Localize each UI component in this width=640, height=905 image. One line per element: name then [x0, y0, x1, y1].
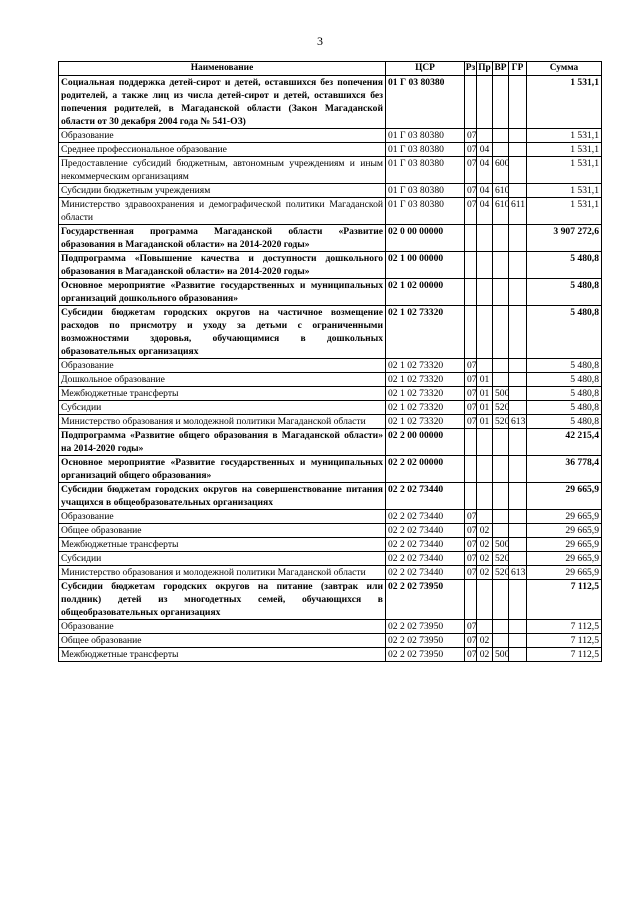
cell-pr — [477, 129, 493, 143]
cell-csr: 02 1 02 00000 — [386, 279, 465, 306]
cell-rz — [465, 580, 477, 620]
cell-vr: 520 — [493, 552, 509, 566]
cell-name: Дошкольное образование — [59, 373, 386, 387]
cell-name: Субсидии бюджетам городских округов на совершенствование питания учащихся в общеобразовательных организациях — [59, 483, 386, 510]
cell-pr: 04 — [477, 184, 493, 198]
cell-csr: 01 Г 03 80380 — [386, 198, 465, 225]
cell-gr — [509, 129, 527, 143]
cell-rz: 07 — [465, 648, 477, 662]
budget-table — [58, 61, 602, 662]
cell-csr: 02 2 02 73950 — [386, 634, 465, 648]
cell-sum: 5 480,8 — [527, 359, 602, 373]
cell-rz: 07 — [465, 524, 477, 538]
cell-pr — [477, 483, 493, 510]
cell-rz: 07 — [465, 387, 477, 401]
cell-sum: 29 665,9 — [527, 483, 602, 510]
cell-vr — [493, 143, 509, 157]
cell-pr: 02 — [477, 648, 493, 662]
table-row — [59, 157, 602, 184]
cell-rz: 07 — [465, 373, 477, 387]
cell-sum: 1 531,1 — [527, 129, 602, 143]
cell-gr — [509, 143, 527, 157]
cell-vr: 610 — [493, 198, 509, 225]
cell-name: Министерство образования и молодежной политики Магаданской области — [59, 566, 386, 580]
cell-sum: 1 531,1 — [527, 184, 602, 198]
cell-vr: 500 — [493, 387, 509, 401]
cell-csr: 02 1 00 00000 — [386, 252, 465, 279]
cell-sum: 5 480,8 — [527, 252, 602, 279]
cell-pr: 01 — [477, 401, 493, 415]
cell-sum: 5 480,8 — [527, 306, 602, 359]
table-row — [59, 429, 602, 456]
cell-rz: 07 — [465, 538, 477, 552]
cell-sum: 29 665,9 — [527, 524, 602, 538]
cell-rz: 07 — [465, 566, 477, 580]
cell-rz — [465, 429, 477, 456]
cell-sum: 42 215,4 — [527, 429, 602, 456]
column-header-sum: Сумма — [527, 62, 602, 76]
cell-sum: 1 531,1 — [527, 198, 602, 225]
cell-gr — [509, 401, 527, 415]
cell-gr — [509, 552, 527, 566]
table-row — [59, 184, 602, 198]
cell-csr: 02 1 02 73320 — [386, 415, 465, 429]
cell-gr — [509, 580, 527, 620]
cell-name: Государственная программа Магаданской области «Развитие образования в Магаданской области» на 2014-2020 годы» — [59, 225, 386, 252]
cell-pr: 01 — [477, 415, 493, 429]
cell-rz: 07 — [465, 184, 477, 198]
cell-name: Образование — [59, 620, 386, 634]
cell-sum: 36 778,4 — [527, 456, 602, 483]
cell-rz — [465, 483, 477, 510]
cell-gr — [509, 429, 527, 456]
page-number: 3 — [317, 34, 323, 48]
cell-sum: 7 112,5 — [527, 620, 602, 634]
cell-csr: 02 1 02 73320 — [386, 359, 465, 373]
cell-name: Министерство здравоохранения и демографической политики Магаданской области — [59, 198, 386, 225]
cell-rz: 07 — [465, 401, 477, 415]
cell-pr: 02 — [477, 566, 493, 580]
cell-gr — [509, 620, 527, 634]
cell-vr: 520 — [493, 566, 509, 580]
table-row — [59, 279, 602, 306]
cell-vr — [493, 225, 509, 252]
cell-sum: 3 907 272,6 — [527, 225, 602, 252]
table-row — [59, 129, 602, 143]
cell-gr — [509, 538, 527, 552]
cell-name: Межбюджетные трансферты — [59, 387, 386, 401]
cell-gr — [509, 510, 527, 524]
cell-csr: 01 Г 03 80380 — [386, 157, 465, 184]
cell-name: Подпрограмма «Развитие общего образования в Магаданской области» на 2014-2020 годы» — [59, 429, 386, 456]
cell-sum: 29 665,9 — [527, 552, 602, 566]
cell-vr — [493, 373, 509, 387]
table-row — [59, 510, 602, 524]
cell-gr — [509, 225, 527, 252]
cell-pr — [477, 279, 493, 306]
cell-vr — [493, 76, 509, 129]
cell-csr: 01 Г 03 80380 — [386, 143, 465, 157]
cell-rz: 07 — [465, 129, 477, 143]
cell-csr: 02 1 02 73320 — [386, 373, 465, 387]
table-row — [59, 648, 602, 662]
cell-csr: 01 Г 03 80380 — [386, 184, 465, 198]
cell-pr — [477, 580, 493, 620]
cell-csr: 02 2 02 73950 — [386, 648, 465, 662]
cell-csr: 02 0 00 00000 — [386, 225, 465, 252]
cell-rz — [465, 456, 477, 483]
cell-vr — [493, 634, 509, 648]
cell-name: Министерство образования и молодежной политики Магаданской области — [59, 415, 386, 429]
cell-vr: 600 — [493, 157, 509, 184]
cell-csr: 02 2 02 73950 — [386, 580, 465, 620]
cell-gr — [509, 252, 527, 279]
cell-csr: 02 2 02 00000 — [386, 456, 465, 483]
cell-pr: 04 — [477, 157, 493, 184]
cell-gr — [509, 306, 527, 359]
cell-pr — [477, 359, 493, 373]
cell-gr — [509, 373, 527, 387]
cell-sum: 1 531,1 — [527, 76, 602, 129]
table-row — [59, 552, 602, 566]
cell-sum: 1 531,1 — [527, 157, 602, 184]
cell-name: Предоставление субсидий бюджетным, автономным учреждениям и иным некоммерческим организациям — [59, 157, 386, 184]
cell-csr: 02 1 02 73320 — [386, 401, 465, 415]
cell-vr — [493, 483, 509, 510]
cell-csr: 02 2 02 73440 — [386, 566, 465, 580]
cell-vr — [493, 456, 509, 483]
cell-sum: 5 480,8 — [527, 373, 602, 387]
cell-csr: 02 2 02 73950 — [386, 620, 465, 634]
cell-csr: 02 1 02 73320 — [386, 306, 465, 359]
cell-csr: 02 2 00 00000 — [386, 429, 465, 456]
cell-gr — [509, 76, 527, 129]
cell-name: Субсидии бюджетным учреждениям — [59, 184, 386, 198]
cell-gr — [509, 634, 527, 648]
table-row — [59, 306, 602, 359]
column-header-name: Наименование — [59, 62, 386, 76]
table-row — [59, 373, 602, 387]
table-row — [59, 76, 602, 129]
cell-vr: 500 — [493, 648, 509, 662]
cell-sum: 7 112,5 — [527, 634, 602, 648]
cell-rz: 07 — [465, 620, 477, 634]
cell-sum: 5 480,8 — [527, 279, 602, 306]
cell-csr: 01 Г 03 80380 — [386, 76, 465, 129]
cell-gr — [509, 648, 527, 662]
cell-name: Субсидии бюджетам городских округов на частичное возмещение расходов по присмотру и уходу за детьми с ограниченными возможностями здоровья, обучающимися в дошкольных образовательных организациях — [59, 306, 386, 359]
cell-pr — [477, 510, 493, 524]
cell-sum: 7 112,5 — [527, 580, 602, 620]
cell-vr — [493, 359, 509, 373]
cell-name: Субсидии бюджетам городских округов на питание (завтрак или полдник) детей из многодетных семей, обучающихся в общеобразовательных организациях — [59, 580, 386, 620]
cell-name: Общее образование — [59, 634, 386, 648]
cell-gr: 613 — [509, 415, 527, 429]
cell-gr — [509, 157, 527, 184]
cell-sum: 5 480,8 — [527, 415, 602, 429]
cell-gr — [509, 279, 527, 306]
cell-gr — [509, 184, 527, 198]
cell-csr: 02 2 02 73440 — [386, 483, 465, 510]
table-row — [59, 538, 602, 552]
cell-sum: 29 665,9 — [527, 510, 602, 524]
table-row — [59, 225, 602, 252]
cell-vr — [493, 524, 509, 538]
cell-name: Образование — [59, 359, 386, 373]
cell-rz: 07 — [465, 143, 477, 157]
cell-vr — [493, 580, 509, 620]
table-row — [59, 456, 602, 483]
cell-vr: 520 — [493, 415, 509, 429]
cell-sum: 29 665,9 — [527, 566, 602, 580]
table-row — [59, 566, 602, 580]
column-header-csr: ЦСР — [386, 62, 465, 76]
cell-vr — [493, 429, 509, 456]
table-row — [59, 143, 602, 157]
cell-name: Межбюджетные трансферты — [59, 538, 386, 552]
cell-rz: 07 — [465, 552, 477, 566]
cell-name: Образование — [59, 510, 386, 524]
cell-pr: 01 — [477, 387, 493, 401]
cell-rz — [465, 279, 477, 306]
cell-vr — [493, 252, 509, 279]
cell-rz: 07 — [465, 359, 477, 373]
cell-rz: 07 — [465, 510, 477, 524]
cell-pr — [477, 252, 493, 279]
cell-csr: 02 2 02 73440 — [386, 510, 465, 524]
cell-gr — [509, 456, 527, 483]
cell-gr: 611 — [509, 198, 527, 225]
cell-pr: 02 — [477, 538, 493, 552]
cell-vr — [493, 306, 509, 359]
table-row — [59, 580, 602, 620]
cell-pr: 02 — [477, 524, 493, 538]
cell-rz — [465, 306, 477, 359]
cell-sum: 7 112,5 — [527, 648, 602, 662]
column-header-rz: Рз — [465, 62, 477, 76]
table-row — [59, 198, 602, 225]
cell-name: Основное мероприятие «Развитие государственных и муниципальных организаций общего образования» — [59, 456, 386, 483]
cell-pr: 02 — [477, 552, 493, 566]
cell-rz: 07 — [465, 415, 477, 429]
cell-rz — [465, 252, 477, 279]
cell-gr: 613 — [509, 566, 527, 580]
cell-csr: 02 2 02 73440 — [386, 538, 465, 552]
cell-csr: 01 Г 03 80380 — [386, 129, 465, 143]
cell-name: Подпрограмма «Повышение качества и доступности дошкольного образования в Магаданской области» на 2014-2020 годы» — [59, 252, 386, 279]
cell-gr — [509, 524, 527, 538]
cell-rz: 07 — [465, 198, 477, 225]
cell-vr: 610 — [493, 184, 509, 198]
table-row — [59, 359, 602, 373]
cell-pr: 04 — [477, 143, 493, 157]
table-row — [59, 620, 602, 634]
cell-pr — [477, 429, 493, 456]
table-row — [59, 483, 602, 510]
cell-csr: 02 1 02 73320 — [386, 387, 465, 401]
cell-name: Среднее профессиональное образование — [59, 143, 386, 157]
cell-rz: 07 — [465, 634, 477, 648]
cell-pr — [477, 225, 493, 252]
cell-vr: 500 — [493, 538, 509, 552]
table-row — [59, 252, 602, 279]
cell-sum: 5 480,8 — [527, 401, 602, 415]
cell-pr: 02 — [477, 634, 493, 648]
cell-gr — [509, 387, 527, 401]
cell-vr — [493, 279, 509, 306]
column-header-pr: Пр — [477, 62, 493, 76]
cell-sum: 5 480,8 — [527, 387, 602, 401]
column-header-gr: ГР — [509, 62, 527, 76]
cell-name: Основное мероприятие «Развитие государственных и муниципальных организаций дошкольного образования» — [59, 279, 386, 306]
cell-name: Субсидии — [59, 552, 386, 566]
cell-pr — [477, 456, 493, 483]
cell-vr — [493, 129, 509, 143]
cell-pr — [477, 76, 493, 129]
table-row — [59, 401, 602, 415]
cell-rz — [465, 225, 477, 252]
cell-sum: 29 665,9 — [527, 538, 602, 552]
cell-sum: 1 531,1 — [527, 143, 602, 157]
cell-vr — [493, 620, 509, 634]
cell-name: Образование — [59, 129, 386, 143]
table-body — [59, 76, 602, 662]
table-row — [59, 634, 602, 648]
cell-gr — [509, 359, 527, 373]
cell-pr — [477, 306, 493, 359]
table-row — [59, 524, 602, 538]
cell-csr: 02 2 02 73440 — [386, 524, 465, 538]
cell-pr: 01 — [477, 373, 493, 387]
cell-rz: 07 — [465, 157, 477, 184]
table-row — [59, 415, 602, 429]
cell-pr — [477, 620, 493, 634]
table-header-row — [59, 62, 602, 76]
cell-rz — [465, 76, 477, 129]
cell-name: Социальная поддержка детей-сирот и детей, оставшихся без попечения родителей, а также лиц из числа детей-сирот и детей, оставшихся без попечения родителей, в Магаданской области (Закон Магаданской области от 30 декабря 2004 года № 541-ОЗ) — [59, 76, 386, 129]
table-row — [59, 387, 602, 401]
cell-name: Межбюджетные трансферты — [59, 648, 386, 662]
column-header-vr: ВР — [493, 62, 509, 76]
cell-name: Общее образование — [59, 524, 386, 538]
cell-name: Субсидии — [59, 401, 386, 415]
cell-csr: 02 2 02 73440 — [386, 552, 465, 566]
cell-vr — [493, 510, 509, 524]
cell-gr — [509, 483, 527, 510]
cell-vr: 520 — [493, 401, 509, 415]
cell-pr: 04 — [477, 198, 493, 225]
